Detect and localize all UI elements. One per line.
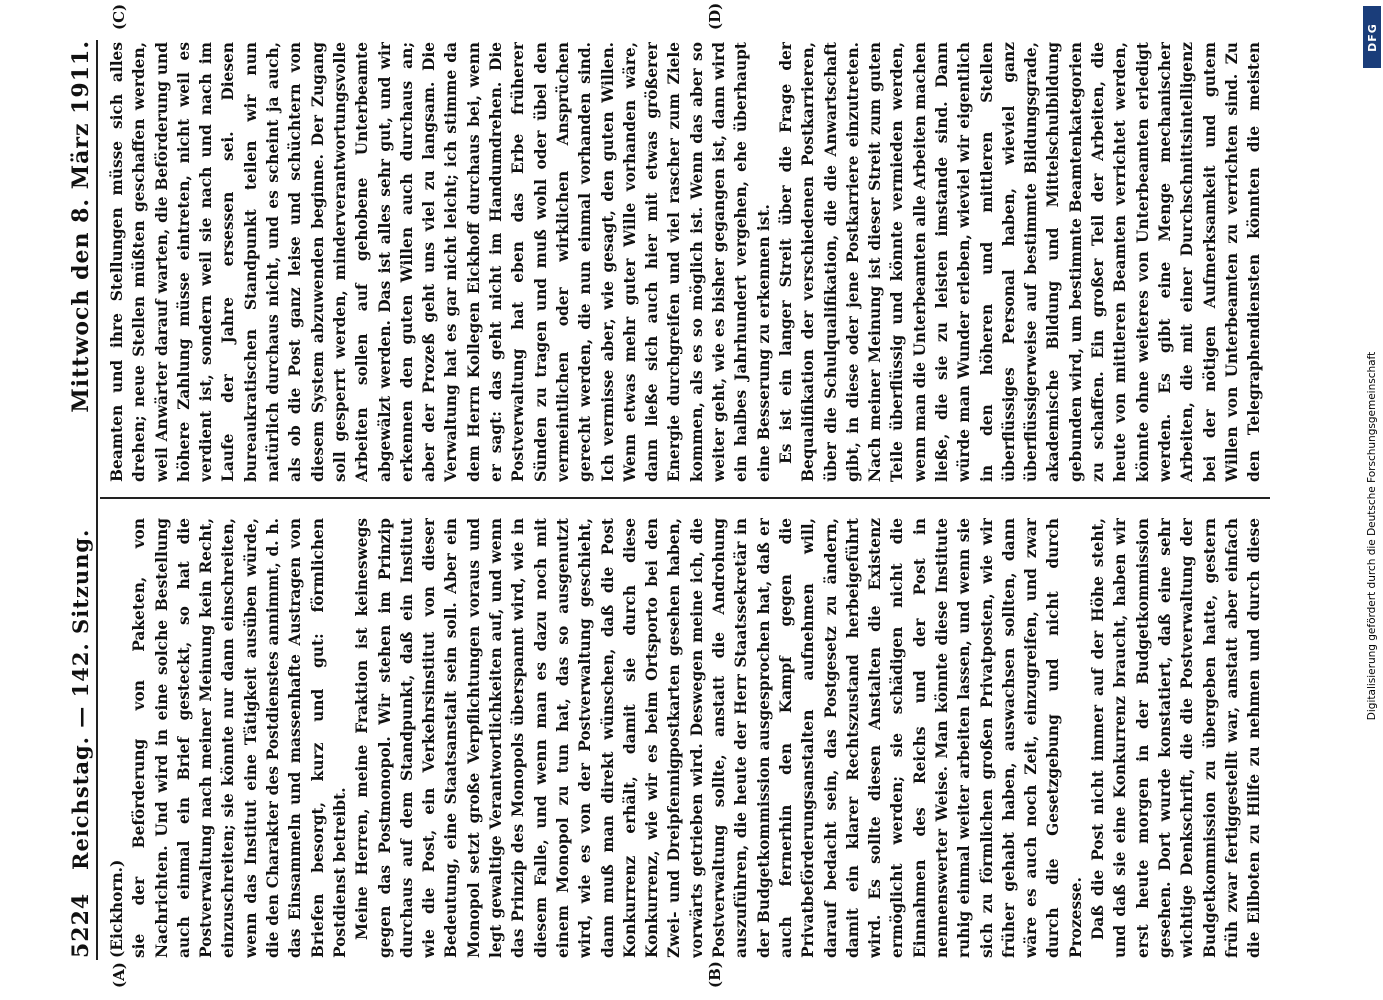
paragraph: Es ist ein langer Streit über die Frage der Bequalifikation der verschiedenen Postkarrieren, über die Schulqualifikation, die die Anwartschaft gibt, in diese oder jene Postkarriere einzutreten. Nach meiner Meinung ist dieser Streit zum guten Teile überflüssig und könnte vermieden werden, wenn man die Unterbeamten alle Arbeiten machen ließe, die sie zu leisten imstande sind. Dann würde man Wunder erleben, wieviel wir eigentlich in den höheren und mittleren Stellen überflüssiges Personal haben, wieviel ganz überflüssigerweise auf bestimmte Bildungsgrade, akademische Bildung und Mittelschulbildung gebunden wird, um bestimmte Beamtenkategorien zu schaffen. Ein großer Teil der Arbeiten, die heute von mittleren Beamten verrichtet werden, könnte ohne weiteres von Unterbeamten erledigt werden. Es gibt eine Menge mechanischer Arbeiten, die mit einer Durchschnittsintelligenz bei der nötigen Aufmerksamkeit und gutem Willen von Unterbeamten zu verrichten sind. Zu den Telegraphendiensten könnten die meisten [776, 42, 1264, 482]
paragraph: Beamten und ihre Stellungen müsse sich alles drehen; neue Stellen müßten geschaffen werden, weil Anwärter darauf warten, die Beförderung und höhere Zahlung müsse eintreten, nicht weil es verdient ist, sondern weil sie nach und nach im Laufe der Jahre ersessen sei. Diesen bureaukratischen Standpunkt teilen wir nun natürlich durchaus nicht, und es scheint ja auch, als ob die Post ganz leise und schüchtern von diesem System abzuwenden beginne. Der Zugang soll gesperrt werden, minderverantwortungsvolle Arbeiten sollen auf gehobene Unterbeamte abgewälzt werden. Das ist alles sehr gut, und wir erkennen den guten Willen auch durchaus an; aber der Prozeß geht uns viel zu langsam. Die Verwaltung hat es gar nicht leicht; ich stimme da dem Herrn Kollegen Eickhoff durchaus bei, wenn er sagt: das geht nicht im Handumdrehen. Die Postverwaltung hat eben das Erbe früherer Sünden zu tragen und muß wohl oder übel den vermeintlichen oder wirklichen Ansprüchen gerecht werden, die nun einmal vorhanden sind. Ich vermisse aber, wie gesagt, den guten Willen. Wenn etwas mehr guter Wille vorhanden wäre, dann ließe sich auch hier mit etwas größerer Energie durchgreifen und viel rascher zum Ziele kommen, als es so möglich ist. Wenn das aber so weiter geht, wie es bisher gegangen ist, dann wird ein halbes Jahrhundert vergehen, ehe überhaupt eine Besserung zu erkennen ist. [108, 42, 773, 482]
paragraph: sie der Beförderung von Paketen, von Nachrichten. Und wird in eine solche Bestellung auch einmal ein Brief gesteckt, so hat die Postverwaltung nach meiner Meinung kein Recht, einzuschreiten; sie könnte nur dann einschreiten, wenn das Institut eine Tätigkeit ausüben würde, die den Charakter des Postdienstes annimmt, d. h. das Einsammeln und massenhafte Austragen von Briefen besorgt, kurz und gut: förmlichen Postdienst betreibt. [130, 518, 349, 958]
page-number: 5224 [68, 892, 94, 958]
margin-marker-c: (C) [110, 3, 128, 30]
digitization-credit: Digitalisierung gefördert durch die Deutsche Forschungsgemeinschaft [1366, 351, 1378, 721]
paragraph: Daß die Post nicht immer auf der Höhe steht, und daß sie eine Konkurrenz braucht, haben wir erst heute morgen in der Budgetkommission gesehen. Dort wurde konstatiert, daß eine sehr wichtige Denkschrift, die die Postverwaltung der Budgetkommission zu übergeben hatte, gestern früh zwar fertiggestellt war, anstatt aber einfach die Eilboten zu Hilfe zu nehmen und durch diese [1089, 518, 1264, 958]
header-rule [96, 40, 98, 960]
rotated-document-page [30, 0, 1320, 1000]
speaker-name: (Eickhorn.) [108, 859, 126, 958]
left-column [106, 518, 1266, 958]
margin-marker-b: (B) [706, 961, 724, 988]
column-divider [100, 497, 1270, 499]
session-title: Reichstag. — 142. Sitzung. [68, 528, 93, 870]
page-header [60, 0, 100, 1000]
paragraph: Meine Herren, meine Fraktion ist keineswegs gegen das Postmonopol. Wir stehen im Prinzip durchaus auf dem Standpunkt, daß ein Institut wie die Post, ein Verkehrsinstitut von dieser Bedeutung, eine Staatsanstalt sein soll. Aber ein Monopol setzt große Verpflichtungen voraus und legt gewaltige Verantwortlichkeiten auf, und wenn das Prinzip des Monopols überspannt wird, wie in diesem Falle, und wenn man es dazu noch mit einem Monopol zu tun hat, das so ausgenutzt wird, wie es von der Postverwaltung geschieht, dann muß man direkt wünschen, daß die Post Konkurrenz erhält, damit sie durch diese Konkurrenz, wie wir es beim Ortsporto bei den Zwei- und Dreipfennigpostkarten gesehen haben, vorwärts getrieben wird. Deswegen meine ich, die Postverwaltung sollte, anstatt die Androhung auszuführen, die heute der Herr Staatssekretär in der Budgetkommission ausgesprochen hat, daß er auch fernerhin den Kampf gegen die Privatbeförderungsanstalten aufnehmen will, darauf bedacht sein, das Postgesetz zu ändern, damit ein klarer Rechtszustand herbeigeführt wird. Es sollte diesen Anstalten die Existenz ermöglicht werden; sie schädigen nicht die Einnahmen des Reichs und der Post in nennenswerter Weise. Man könnte diese Institute ruhig einmal weiter arbeiten lassen, und wenn sie sich zu förmlichen großen Privatposten, wie wir früher gehabt haben, auswachsen sollten, dann wäre es auch noch Zeit, einzugreifen, und zwar durch die Gesetzgebung und nicht durch Prozesse. [353, 518, 1085, 958]
dfg-logo: DFG [1363, 6, 1381, 68]
margin-marker-a: (A) [110, 962, 128, 988]
session-date: Mittwoch den 8. März 1911. [68, 40, 94, 413]
margin-marker-d: (D) [706, 2, 724, 30]
digitization-credit-strip [1363, 6, 1381, 996]
right-column [106, 42, 1266, 482]
